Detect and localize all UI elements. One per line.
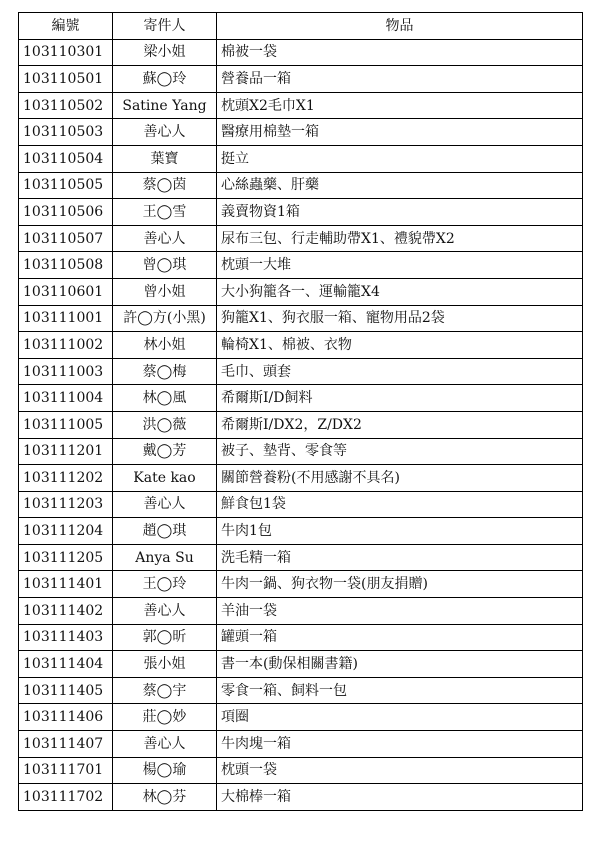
cell-sender: 郭◯昕 [113,624,217,651]
header-row [19,13,583,40]
cell-items: 羊油一袋 [217,598,583,625]
cell-id: 103111202 [19,465,113,492]
cell-items: 大小狗籠各一、運輸籠X4 [217,278,583,305]
cell-sender: 善心人 [113,731,217,758]
header-sender: 寄件人 [113,13,217,40]
cell-items: 枕頭一大堆 [217,252,583,279]
cell-id: 103111002 [19,332,113,359]
cell-sender: 梁小姐 [113,39,217,66]
table-row [19,598,583,625]
cell-sender: 趙◯琪 [113,518,217,545]
cell-id: 103111406 [19,704,113,731]
cell-items: 希爾斯I/DX2，Z/DX2 [217,411,583,438]
cell-id: 103110502 [19,92,113,119]
cell-id: 103111005 [19,411,113,438]
cell-sender: 善心人 [113,598,217,625]
cell-items: 牛肉一鍋、狗衣物一袋(朋友捐贈) [217,571,583,598]
cell-sender: 林◯風 [113,385,217,412]
table-row [19,145,583,172]
cell-items: 罐頭一箱 [217,624,583,651]
table-row [19,757,583,784]
table-row [19,411,583,438]
table-row [19,66,583,93]
cell-sender: 林◯芬 [113,784,217,811]
table-row [19,465,583,492]
cell-id: 103110503 [19,119,113,146]
cell-sender: 葉寶 [113,145,217,172]
cell-items: 鮮食包1袋 [217,491,583,518]
cell-id: 103111001 [19,305,113,332]
cell-items: 關節營養粉(不用感謝不具名) [217,465,583,492]
cell-id: 103111004 [19,385,113,412]
header-id: 編號 [19,13,113,40]
cell-sender: 蔡◯茵 [113,172,217,199]
cell-id: 103110507 [19,225,113,252]
cell-sender: 蔡◯宇 [113,677,217,704]
cell-id: 103110508 [19,252,113,279]
cell-sender: 洪◯薇 [113,411,217,438]
table-row [19,305,583,332]
cell-id: 103110501 [19,66,113,93]
cell-sender: 戴◯芳 [113,438,217,465]
cell-id: 103110301 [19,39,113,66]
cell-sender: 蔡◯梅 [113,358,217,385]
cell-id: 103111403 [19,624,113,651]
cell-id: 103111701 [19,757,113,784]
table-row [19,172,583,199]
cell-sender: Anya Su [113,544,217,571]
table-header [19,13,583,40]
cell-items: 挺立 [217,145,583,172]
cell-items: 大棉棒一箱 [217,784,583,811]
cell-id: 103111205 [19,544,113,571]
cell-sender: Kate kao [113,465,217,492]
table-row [19,704,583,731]
cell-items: 牛肉1包 [217,518,583,545]
cell-id: 103111404 [19,651,113,678]
table-row [19,438,583,465]
cell-items: 枕頭一袋 [217,757,583,784]
cell-sender: 林小姐 [113,332,217,359]
table-row [19,225,583,252]
cell-items: 牛肉塊一箱 [217,731,583,758]
table-row [19,491,583,518]
cell-sender: 許◯方(小黑) [113,305,217,332]
table-row [19,92,583,119]
cell-sender: 王◯雪 [113,199,217,226]
cell-id: 103111405 [19,677,113,704]
cell-sender: 曾◯琪 [113,252,217,279]
cell-sender: 善心人 [113,119,217,146]
cell-sender: 張小姐 [113,651,217,678]
table-row [19,624,583,651]
table-row [19,358,583,385]
cell-items: 毛巾、頭套 [217,358,583,385]
cell-items: 輪椅X1、棉被、衣物 [217,332,583,359]
cell-id: 103110505 [19,172,113,199]
table-row [19,651,583,678]
cell-id: 103111402 [19,598,113,625]
donation-table [18,12,583,811]
table-row [19,385,583,412]
table-row [19,39,583,66]
cell-id: 103111204 [19,518,113,545]
cell-id: 103110504 [19,145,113,172]
table-row [19,199,583,226]
cell-sender: Satine Yang [113,92,217,119]
cell-sender: 曾小姐 [113,278,217,305]
table-row [19,518,583,545]
table-row [19,784,583,811]
cell-id: 103110601 [19,278,113,305]
table-row [19,731,583,758]
cell-id: 103111003 [19,358,113,385]
cell-items: 尿布三包、行走輔助帶X1、禮貌帶X2 [217,225,583,252]
table-row [19,278,583,305]
donation-list-sheet [18,12,582,811]
cell-id: 103111702 [19,784,113,811]
cell-items: 狗籠X1、狗衣服一箱、寵物用品2袋 [217,305,583,332]
cell-id: 103111401 [19,571,113,598]
cell-items: 零食一箱、飼料一包 [217,677,583,704]
cell-id: 103111201 [19,438,113,465]
cell-sender: 善心人 [113,491,217,518]
cell-items: 被子、墊背、零食等 [217,438,583,465]
cell-items: 書一本(動保相關書籍) [217,651,583,678]
cell-items: 營養品一箱 [217,66,583,93]
cell-items: 義賣物資1箱 [217,199,583,226]
cell-items: 枕頭X2毛巾X1 [217,92,583,119]
cell-sender: 王◯玲 [113,571,217,598]
header-items: 物品 [217,13,583,40]
cell-sender: 善心人 [113,225,217,252]
table-row [19,332,583,359]
cell-items: 棉被一袋 [217,39,583,66]
cell-items: 項圈 [217,704,583,731]
cell-id: 103111203 [19,491,113,518]
cell-sender: 楊◯瑜 [113,757,217,784]
cell-items: 希爾斯I/D飼料 [217,385,583,412]
table-row [19,252,583,279]
cell-items: 洗毛精一箱 [217,544,583,571]
cell-id: 103111407 [19,731,113,758]
cell-items: 心絲蟲藥、肝藥 [217,172,583,199]
cell-sender: 蘇◯玲 [113,66,217,93]
table-row [19,544,583,571]
table-row [19,119,583,146]
cell-sender: 莊◯妙 [113,704,217,731]
table-row [19,571,583,598]
table-body [19,39,583,810]
cell-items: 醫療用棉墊一箱 [217,119,583,146]
cell-id: 103110506 [19,199,113,226]
table-row [19,677,583,704]
